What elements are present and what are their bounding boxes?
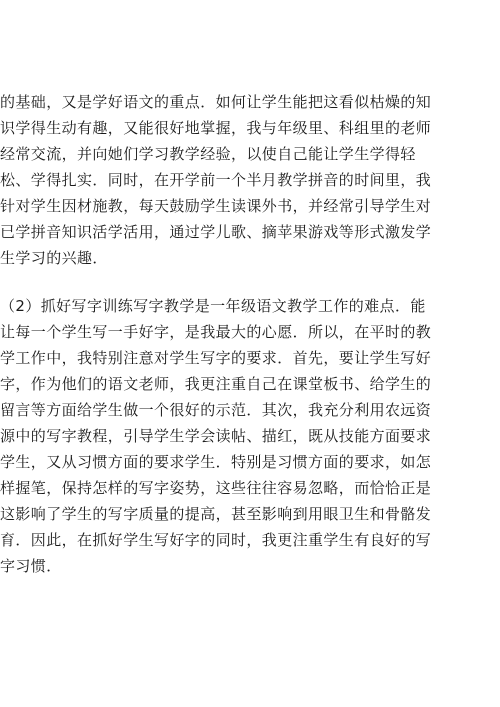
text-line: 学工作中，我特别注意对学生写字的要求．首先，要让学生写好 [0,349,432,367]
text-line: 生学习的兴趣． [0,249,108,267]
text-line: （2）抓好写字训练写字教学是一年级语文教学工作的难点．能 [0,297,426,315]
text-line: 松、学得扎实．同时，在开学前一个半月教学拼音的时间里，我 [0,171,432,189]
text-line: 已学拼音知识活学活用，通过学儿歌、摘苹果游戏等形式激发学 [0,223,432,241]
text-line: 这影响了学生的写字质量的提高，甚至影响到用眼卫生和骨骼发 [0,505,432,523]
text-line: 让每一个学生写一手好字，是我最大的心愿．所以，在平时的教 [0,323,432,341]
text-line: 字，作为他们的语文老师，我更注重自己在课堂板书、给学生的 [0,375,432,393]
text-line: 的基础，又是学好语文的重点．如何让学生能把这看似枯燥的知 [0,93,432,111]
text-line: 字习惯． [0,557,62,575]
text-line: 样握笔，保持怎样的写字姿势，这些往往容易忽略，而恰恰正是 [0,479,432,497]
text-line: 源中的写字教程，引导学生学会读帖、描红，既从技能方面要求 [0,427,432,445]
text-line: 识学得生动有趣，又能很好地掌握，我与年级里、科组里的老师 [0,119,432,137]
text-line: 针对学生因材施教，每天鼓励学生读课外书，并经常引导学生对 [0,197,432,215]
text-line: 经常交流，并向她们学习教学经验，以使自己能让学生学得轻 [0,145,416,163]
text-line: 育．因此，在抓好学生写好字的同时，我更注重学生有良好的写 [0,531,432,549]
text-line: 学生，又从习惯方面的要求学生．特别是习惯方面的要求，如怎 [0,453,432,471]
text-line: 留言等方面给学生做一个很好的示范．其次，我充分利用农远资 [0,401,432,419]
